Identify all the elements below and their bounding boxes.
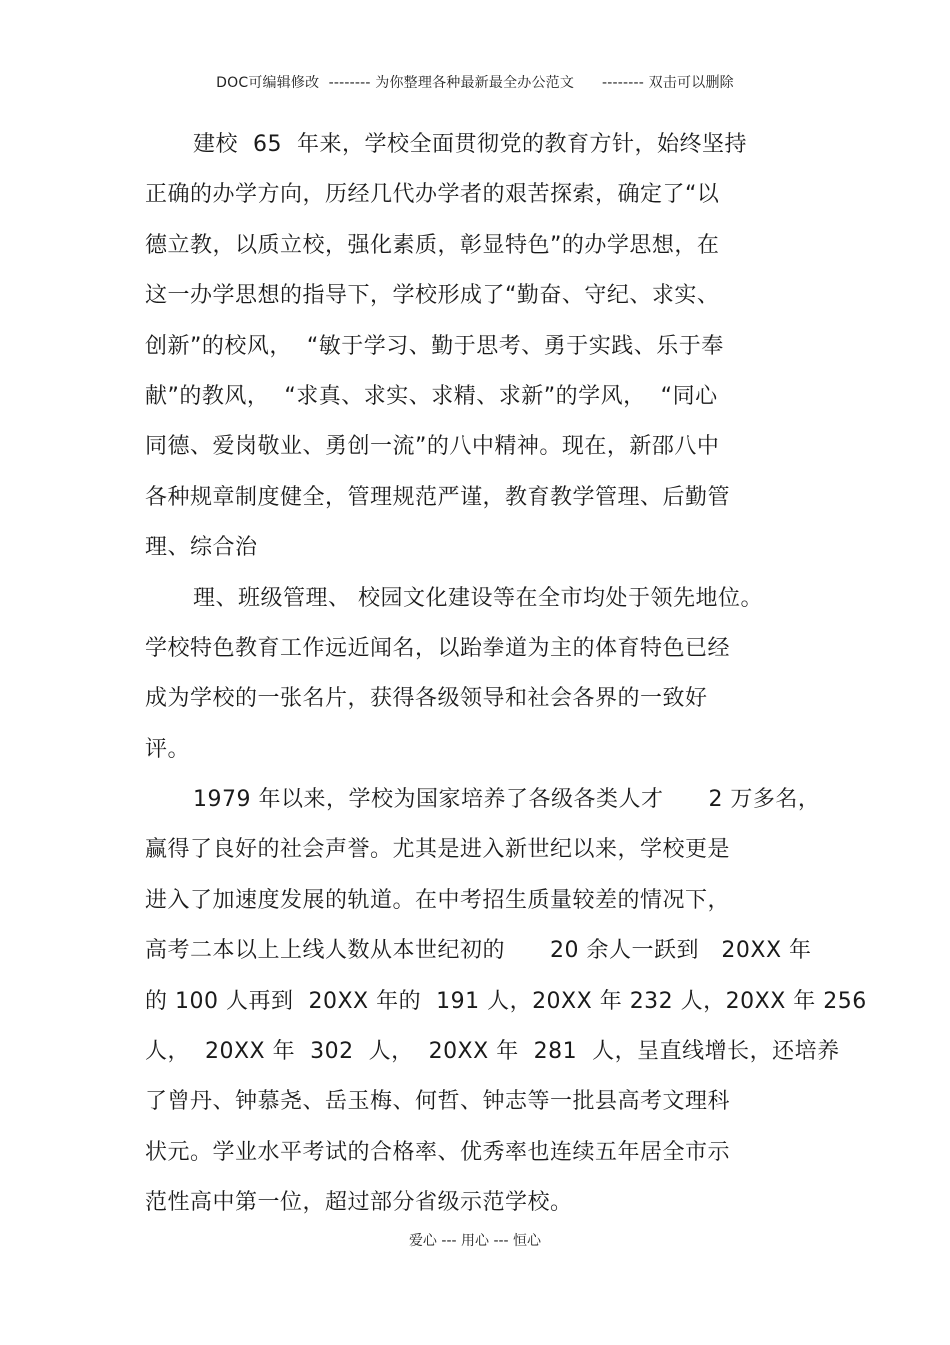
paragraph-2-line-4: 评。	[145, 736, 191, 762]
page-footer: 爱心 --- 用心 --- 恒心	[408, 1233, 542, 1249]
paragraph-3-line-6: 人， 20XX 年 302 人， 20XX 年 281 人，呈直线增长，还培养	[145, 1039, 840, 1065]
paragraph-1-line-7: 同德、爱岗敬业、勇创一流”的八中精神。现在，新邵八中	[145, 434, 720, 460]
paragraph-1-line-5: 创新”的校风， “敏于学习、勤于思考、勇于实践、乐于奉	[145, 333, 724, 359]
paragraph-3-line-9: 范性高中第一位，超过部分省级示范学校。	[145, 1190, 573, 1216]
paragraph-2-line-3: 成为学校的一张名片，获得各级领导和社会各界的一致好	[145, 686, 708, 712]
paragraph-2-line-2: 学校特色教育工作远近闻名，以跆拳道为主的体育特色已经	[145, 635, 731, 661]
paragraph-3-line-8: 状元。学业水平考试的合格率、优秀率也连续五年居全市示	[145, 1139, 731, 1165]
paragraph-2-line-1: 理、班级管理、 校园文化建设等在全市均处于领先地位。	[193, 585, 763, 611]
paragraph-1-line-2: 正确的办学方向，历经几代办学者的艰苦探索，确定了“以	[145, 182, 720, 208]
paragraph-1-line-8: 各种规章制度健全，管理规范严谨，教育教学管理、后勤管	[145, 484, 731, 510]
paragraph-1-line-4: 这一办学思想的指导下，学校形成了“勤奋、守纪、求实、	[145, 283, 720, 309]
paragraph-3-line-2: 赢得了良好的社会声誉。尤其是进入新世纪以来，学校更是	[145, 837, 731, 863]
paragraph-3-line-4: 高考二本以上上线人数从本世纪初的 20 余人一跃到 20XX 年	[145, 938, 812, 964]
page-header: DOC可编辑修改 -------- 为你整理各种最新最全办公范文 -------- 双击可以删除	[216, 75, 734, 91]
paragraph-3-line-3: 进入了加速度发展的轨道。在中考招生质量较差的情况下，	[145, 887, 731, 913]
paragraph-1-line-3: 德立教，以质立校，强化素质，彰显特色”的办学思想，在	[145, 232, 720, 258]
paragraph-1-line-6: 献”的教风， “求真、求实、求精、求新”的学风， “同心	[145, 383, 718, 409]
document-body	[145, 120, 867, 1229]
paragraph-3-line-7: 了曾丹、钟慕尧、岳玉梅、何哲、钟志等一批县高考文理科	[145, 1089, 731, 1115]
paragraph-3-line-1: 1979 年以来，学校为国家培养了各级各类人才 2 万多名，	[193, 787, 821, 813]
paragraph-1-line-9: 理、综合治	[145, 535, 258, 561]
paragraph-3-line-5: 的 100 人再到 20XX 年的 191 人，20XX 年 232 人，20XX 年 256	[145, 988, 867, 1014]
paragraph-1-line-1: 建校 65 年来，学校全面贯彻党的教育方针，始终坚持	[193, 132, 747, 157]
